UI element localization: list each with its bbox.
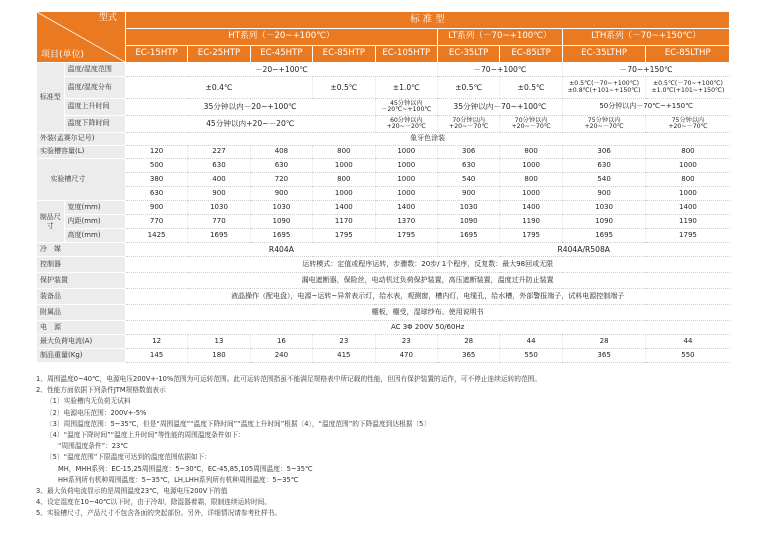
cell-line: 45分钟以内 <box>389 99 423 107</box>
table-cell: 1000 <box>375 146 437 159</box>
footnote: 4、设定湿度在10~40℃以下时，由于冷却，除湿器着霜，限制连续运转时间。 <box>36 498 272 507</box>
table-cell: 50分钟以内－70℃~+150℃ <box>562 99 729 116</box>
table-cell: 1000 <box>500 187 562 201</box>
item-label: 项目(单位) <box>41 49 85 60</box>
table-cell: 380 <box>125 173 187 187</box>
table-cell: －70~+100℃ <box>437 63 562 77</box>
cell-line: 75分钟以内 <box>587 116 621 124</box>
table-cell: 1695 <box>562 229 646 243</box>
row-label: 制品重量(Kg) <box>37 349 126 363</box>
cell-line: 70分钟以内 <box>514 116 548 124</box>
row-label: 宽度(mm) <box>64 201 125 215</box>
table-cell: 550 <box>646 349 730 363</box>
table-cell: 1090 <box>562 215 646 229</box>
table-cell: 900 <box>250 187 312 201</box>
table-cell: 900 <box>125 201 187 215</box>
table-cell: 240 <box>250 349 312 363</box>
table-cell: 1400 <box>375 201 437 215</box>
table-cell: 1000 <box>375 187 437 201</box>
table-cell: ±0.5℃ <box>500 77 562 99</box>
cell-line: ±0.8℃(+101~+150℃) <box>567 86 641 94</box>
footnote: 5、实验槽尺寸，产品尺寸不包含各面的突起部份。另外，详细情况请参考杜样书。 <box>36 509 282 518</box>
row-label: 冷 媒 <box>37 243 126 257</box>
row-label: 高度(mm) <box>64 229 125 243</box>
lth-series-header: LTH系列（－70~+150℃） <box>562 29 729 46</box>
table-cell: ±0.4℃ <box>125 77 312 99</box>
table-cell: 28 <box>562 335 646 349</box>
row-label: 外装(孟赛尔记号) <box>37 133 126 146</box>
table-cell: 12 <box>125 335 187 349</box>
table-row <box>37 146 730 159</box>
table-cell: 45分钟以内+20~－20℃ <box>125 116 375 133</box>
row-label: 温度上升时间 <box>64 99 125 116</box>
table-cell <box>646 77 730 99</box>
table-cell: 540 <box>562 173 646 187</box>
table-cell: 44 <box>500 335 562 349</box>
row-label: 最大负荷电流(A) <box>37 335 126 349</box>
footnote: 1、周围温度0~40℃，电源电压200V+-10%范围为可运转范围。此可运转范围指虽不能满足规格表中所记载的性能，但因有保护装置的运作，可不停止连续运转的范围。 <box>36 375 542 383</box>
model-header: EC-35LTHP <box>562 46 646 63</box>
model-header: EC-85LTHP <box>646 46 730 63</box>
footnote: 3、最大负荷电流显示的是周围温度23℃，电源电压200V下的值 <box>36 487 228 496</box>
cell-line: ±1.0℃(+101~+150℃) <box>651 86 725 94</box>
model-header: EC-85LTP <box>500 46 562 63</box>
footnote: “周围温度条件”：23℃ <box>58 442 128 451</box>
table-cell: 1695 <box>437 229 499 243</box>
table-cell: 1695 <box>188 229 250 243</box>
table-cell: 630 <box>437 159 499 173</box>
table-cell: 44 <box>646 335 730 349</box>
table-cell: 23 <box>313 335 375 349</box>
table-cell <box>562 77 646 99</box>
table-row <box>37 215 730 229</box>
table-cell: 900 <box>562 187 646 201</box>
ht-series-header: HT系列（－20~+100℃） <box>125 29 437 46</box>
row-label: 实验槽容量(L) <box>37 146 126 159</box>
table-cell: 23 <box>375 335 437 349</box>
table-cell: 1795 <box>313 229 375 243</box>
table-cell: ±1.0℃ <box>375 77 437 99</box>
table-cell: 800 <box>646 173 730 187</box>
table-cell: 1190 <box>646 215 730 229</box>
group-label-chamber: 实验槽尺寸 <box>37 159 126 201</box>
table-row <box>37 321 730 335</box>
table-cell: 630 <box>562 159 646 173</box>
table-cell: 500 <box>125 159 187 173</box>
table-cell: 800 <box>313 173 375 187</box>
table-cell: 1425 <box>125 229 187 243</box>
table-cell: 550 <box>500 349 562 363</box>
table-cell: ±0.5℃ <box>313 77 375 99</box>
table-cell: 145 <box>125 349 187 363</box>
table-cell: 227 <box>188 146 250 159</box>
row-label: 温度/湿度分布 <box>64 77 125 99</box>
table-cell: 1795 <box>500 229 562 243</box>
table-cell: 408 <box>250 146 312 159</box>
table-cell: 1400 <box>646 201 730 215</box>
table-cell: 800 <box>500 146 562 159</box>
footnote: 〔3〕周围温度范围：5~35℃，但是“周围温度”“温度下降时间”“温度上升时间”根据〔4〕，“温度范围”的下降温度到达根据〔5〕 <box>46 419 431 428</box>
table-row <box>37 116 730 133</box>
row-label: 温度下降时间 <box>64 116 125 133</box>
table-cell: 1190 <box>500 215 562 229</box>
table-cell <box>375 116 437 133</box>
lt-series-header: LT系列（－70~+100℃） <box>437 29 562 46</box>
table-row <box>37 63 730 77</box>
table-cell: 1000 <box>313 159 375 173</box>
table-cell: 800 <box>500 173 562 187</box>
table-cell: 630 <box>125 187 187 201</box>
table-cell: 900 <box>188 187 250 201</box>
table-cell: 1030 <box>250 201 312 215</box>
row-label: 温度/湿度范围 <box>64 63 125 77</box>
table-cell: 120 <box>125 146 187 159</box>
table-row <box>37 77 730 99</box>
table-row <box>37 289 730 305</box>
table-cell: 13 <box>188 335 250 349</box>
table-cell: 漏电遮断器，保险丝，电动机过负荷保护装置，高压遮断装置，温度过升防止装置 <box>125 273 729 289</box>
table-cell: －20~+100℃ <box>125 63 437 77</box>
table-row <box>37 273 730 289</box>
row-label: 控制器 <box>37 257 126 273</box>
table-cell: 1170 <box>313 215 375 229</box>
cell-line: +20~－70℃ <box>584 123 624 130</box>
table-cell: 630 <box>188 159 250 173</box>
standard-type-header: 标 准 型 <box>125 12 729 29</box>
table-cell: 1400 <box>500 201 562 215</box>
table-cell: 900 <box>437 187 499 201</box>
table-cell: 16 <box>250 335 312 349</box>
table-cell: R404A/R508A <box>437 243 729 257</box>
cell-line: 75分钟以内 <box>671 116 705 124</box>
row-label: 保护装置 <box>37 273 126 289</box>
table-cell: 400 <box>188 173 250 187</box>
group-label-product: 制品尺寸 <box>37 201 65 243</box>
table-cell: 1000 <box>375 159 437 173</box>
table-cell: AC 3Φ 200V 50/60Hz <box>125 321 729 335</box>
table-cell: 1000 <box>313 187 375 201</box>
table-cell <box>375 99 437 116</box>
table-row <box>37 229 730 243</box>
footnote: HH系列所有机种周围温度：5~35℃，LH,LHH系列所有机种周围温度：5~35℃ <box>58 475 299 484</box>
table-cell: 306 <box>437 146 499 159</box>
table-corner-header <box>37 12 126 63</box>
model-header: EC-35LTP <box>437 46 499 63</box>
cell-line: +20~－70℃ <box>449 123 489 130</box>
table-cell: 415 <box>313 349 375 363</box>
table-cell <box>646 116 730 133</box>
table-cell: 35分钟以内－20~+100℃ <box>125 99 375 116</box>
table-cell: 1090 <box>437 215 499 229</box>
table-cell <box>500 116 562 133</box>
footnote: 〔5〕“温度范围”下限温度可达到的温度范围依据如下： <box>46 453 211 462</box>
row-label: 电 源 <box>37 321 126 335</box>
table-cell: －70~+150℃ <box>562 63 729 77</box>
table-cell: 630 <box>250 159 312 173</box>
table-cell: 770 <box>188 215 250 229</box>
table-cell: 365 <box>437 349 499 363</box>
table-cell: 象牙色涂装 <box>125 133 729 146</box>
table-row <box>37 133 730 146</box>
table-row <box>37 349 730 363</box>
table-row <box>37 187 730 201</box>
table-cell: 28 <box>437 335 499 349</box>
table-cell: 1370 <box>375 215 437 229</box>
table-cell: 365 <box>562 349 646 363</box>
table-cell: ±0.5℃ <box>437 77 499 99</box>
table-cell: 1000 <box>375 173 437 187</box>
table-row <box>37 173 730 187</box>
footnote: 〔4〕“温度下降时间”“温度上升时间”等性能的周围温度条件如下： <box>46 431 245 440</box>
table-row <box>37 243 730 257</box>
table-cell: 306 <box>562 146 646 159</box>
table-cell: 运转模式：定值或程序运转，步骤数：20步/ 1个程序，反复数：最大98回或无限 <box>125 257 729 273</box>
table-cell: 1695 <box>250 229 312 243</box>
model-header: EC-45HTP <box>250 46 312 63</box>
cell-line: 70分钟以内 <box>452 116 485 124</box>
table-cell: 1090 <box>250 215 312 229</box>
row-label: 附属品 <box>37 305 126 321</box>
cell-line: +20~－70℃ <box>668 123 708 130</box>
table-cell: 1795 <box>646 229 730 243</box>
footnote: 2、性能方面依据下列条件JTM规格数值表示 <box>36 386 166 395</box>
table-cell: 1030 <box>437 201 499 215</box>
footnote: MH，MHH系列：EC-15,25周围温度：5~30℃，EC-45,85,105周围温度：5~35℃ <box>58 464 313 473</box>
table-cell: 770 <box>125 215 187 229</box>
table-row <box>37 335 730 349</box>
table-cell: R404A <box>125 243 437 257</box>
model-header: EC-85HTP <box>313 46 375 63</box>
table-cell: 470 <box>375 349 437 363</box>
table-cell: 180 <box>188 349 250 363</box>
table-cell: 1030 <box>188 201 250 215</box>
cell-line: ±0.5℃(－70~+100℃) <box>569 80 640 88</box>
table-row <box>37 159 730 173</box>
model-header: EC-105HTP <box>375 46 437 63</box>
table-cell: 800 <box>646 146 730 159</box>
table-cell: 棚板，棚受，湿球纱布、使用说明书 <box>125 305 729 321</box>
table-cell: 1795 <box>375 229 437 243</box>
spec-table <box>36 11 730 363</box>
table-row <box>37 305 730 321</box>
table-cell: 540 <box>437 173 499 187</box>
table-cell: 720 <box>250 173 312 187</box>
cell-line: ±0.5℃(－70~+100℃) <box>652 80 723 88</box>
table-cell: 1000 <box>500 159 562 173</box>
table-cell <box>437 116 499 133</box>
cell-line: 60分钟以内 <box>389 116 423 124</box>
table-row <box>37 99 730 116</box>
type-label: 型式 <box>98 13 117 23</box>
footnote: 〔1〕实验槽内无负荷无试料 <box>46 397 131 406</box>
footnote: 〔2〕电源电压范围：200V+-5% <box>46 408 147 417</box>
table-cell: 1030 <box>562 201 646 215</box>
row-label: 内距(mm) <box>64 215 125 229</box>
table-cell: 液晶操作（配电盘），电源~运转~异常表示灯，给水表，观测窗，槽内灯，电缆孔，给水槽，外部警报端子，试料电源控制端子 <box>125 289 729 305</box>
table-row <box>37 257 730 273</box>
cell-line: －20℃~+100℃ <box>381 106 432 113</box>
table-row <box>37 201 730 215</box>
table-cell: 800 <box>313 146 375 159</box>
table-cell: 1000 <box>646 187 730 201</box>
table-cell: 35分钟以内－70~+100℃ <box>437 99 562 116</box>
cell-line: +20~－20℃ <box>386 123 426 130</box>
model-header: EC-15HTP <box>125 46 187 63</box>
table-cell <box>562 116 646 133</box>
group-label-standard: 标准型 <box>37 63 65 133</box>
cell-line: +20~－70℃ <box>511 123 551 130</box>
table-cell: 1400 <box>313 201 375 215</box>
row-label: 装备品 <box>37 289 126 305</box>
model-header: EC-25HTP <box>188 46 250 63</box>
table-cell: 1000 <box>646 159 730 173</box>
footnotes <box>36 374 736 520</box>
